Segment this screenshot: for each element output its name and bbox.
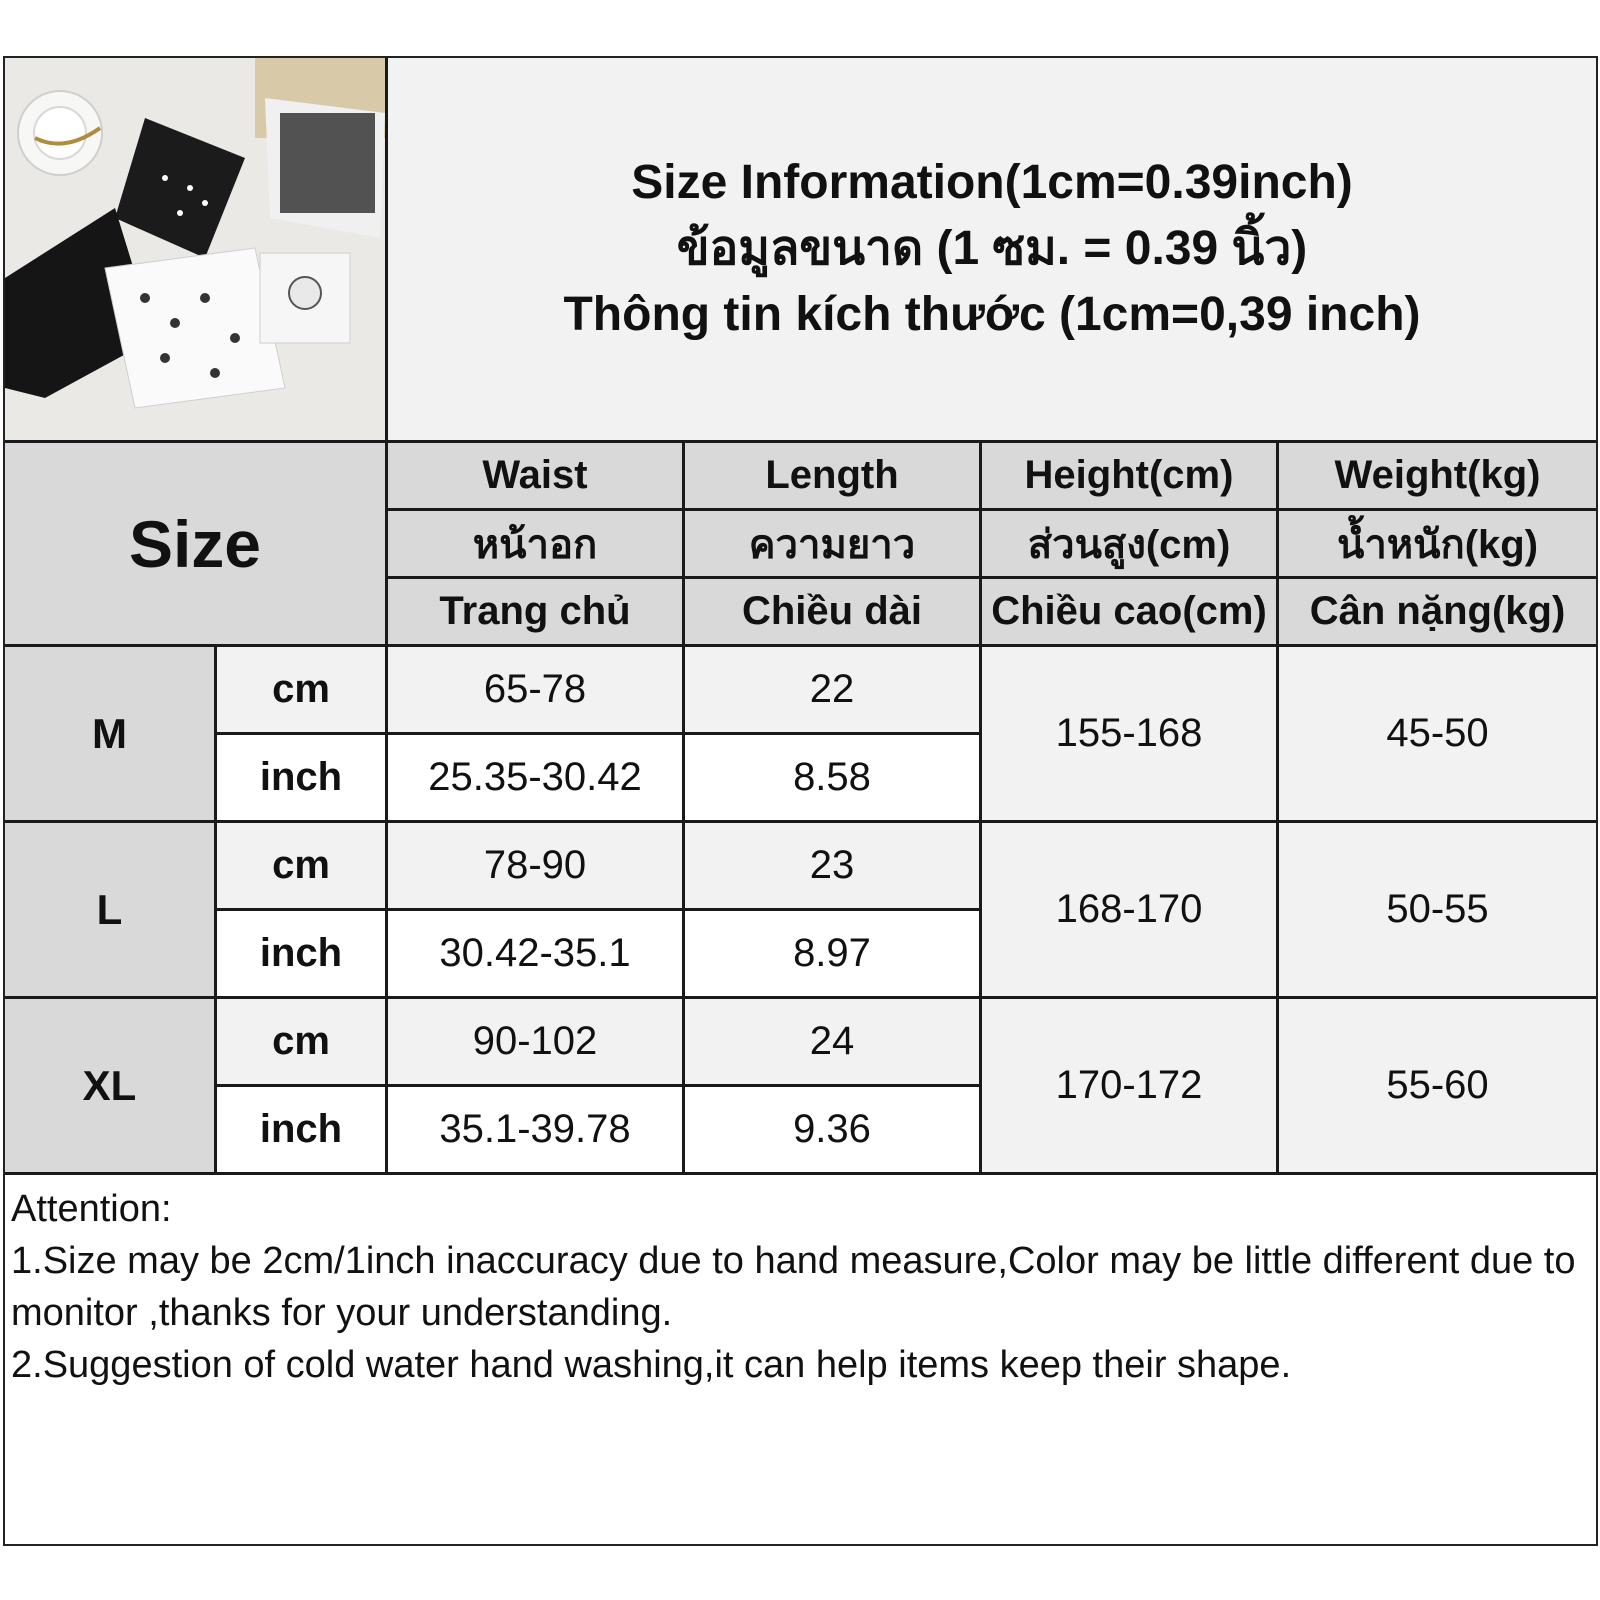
size-xl-height: 170-172 xyxy=(982,999,1279,1175)
col-header-height-en: Height(cm) xyxy=(982,443,1279,511)
product-photo-illustration xyxy=(5,58,385,440)
size-l-height: 168-170 xyxy=(982,823,1279,999)
size-xl-length-cm: 24 xyxy=(685,999,982,1087)
size-l-unit-inch: inch xyxy=(217,911,388,999)
col-header-length-th: ความยาว xyxy=(685,511,982,579)
size-m-unit-inch: inch xyxy=(217,735,388,823)
size-xl-waist-cm: 90-102 xyxy=(388,999,685,1087)
size-xl-weight: 55-60 xyxy=(1279,999,1596,1175)
size-l-length-inch: 8.97 xyxy=(685,911,982,999)
col-header-length-en: Length xyxy=(685,443,982,511)
col-header-waist-vi: Trang chủ xyxy=(388,579,685,647)
size-m-waist-cm: 65-78 xyxy=(388,647,685,735)
col-header-length-vi: Chiều dài xyxy=(685,579,982,647)
size-xl-length-inch: 9.36 xyxy=(685,1087,982,1175)
notes-line-1: 1.Size may be 2cm/1inch inaccuracy due to hand measure,Color may be little different due to monitor ,thanks for your understanding. xyxy=(11,1240,1576,1334)
col-header-waist-th: หน้าอก xyxy=(388,511,685,579)
col-header-weight-vi: Cân nặng(kg) xyxy=(1279,579,1596,647)
size-m-unit-cm: cm xyxy=(217,647,388,735)
title-thai: ข้อมูลขนาด (1 ซม. = 0.39 นิ้ว) xyxy=(676,222,1308,275)
size-l-waist-cm: 78-90 xyxy=(388,823,685,911)
col-header-height-vi: Chiều cao(cm) xyxy=(982,579,1279,647)
size-l-waist-inch: 30.42-35.1 xyxy=(388,911,685,999)
size-xl-label: XL xyxy=(5,999,217,1175)
size-chart-sheet xyxy=(3,56,1598,1546)
attention-notes xyxy=(5,1179,1600,1395)
size-m-height: 155-168 xyxy=(982,647,1279,823)
size-xl-unit-inch: inch xyxy=(217,1087,388,1175)
col-header-weight-en: Weight(kg) xyxy=(1279,443,1596,511)
size-l-length-cm: 23 xyxy=(685,823,982,911)
notes-line-2: 2.Suggestion of cold water hand washing,it can help items keep their shape. xyxy=(11,1344,1292,1386)
size-xl-unit-cm: cm xyxy=(217,999,388,1087)
title-block xyxy=(388,58,1596,443)
size-m-length-cm: 22 xyxy=(685,647,982,735)
size-xl-waist-inch: 35.1-39.78 xyxy=(388,1087,685,1175)
size-header-label: Size xyxy=(128,506,262,581)
size-header-cell xyxy=(5,443,388,647)
size-l-weight: 50-55 xyxy=(1279,823,1596,999)
size-m-weight: 45-50 xyxy=(1279,647,1596,823)
product-photo xyxy=(5,58,388,443)
title-vietnamese: Thông tin kích thước (1cm=0,39 inch) xyxy=(563,288,1421,341)
title-english: Size Information(1cm=0.39inch) xyxy=(631,156,1353,209)
col-header-waist-en: Waist xyxy=(388,443,685,511)
size-m-waist-inch: 25.35-30.42 xyxy=(388,735,685,823)
size-l-label: L xyxy=(5,823,217,999)
notes-heading: Attention: xyxy=(11,1188,172,1230)
size-m-length-inch: 8.58 xyxy=(685,735,982,823)
col-header-weight-th: น้ำหนัก(kg) xyxy=(1279,511,1596,579)
col-header-height-th: ส่วนสูง(cm) xyxy=(982,511,1279,579)
size-m-label: M xyxy=(5,647,217,823)
size-l-unit-cm: cm xyxy=(217,823,388,911)
